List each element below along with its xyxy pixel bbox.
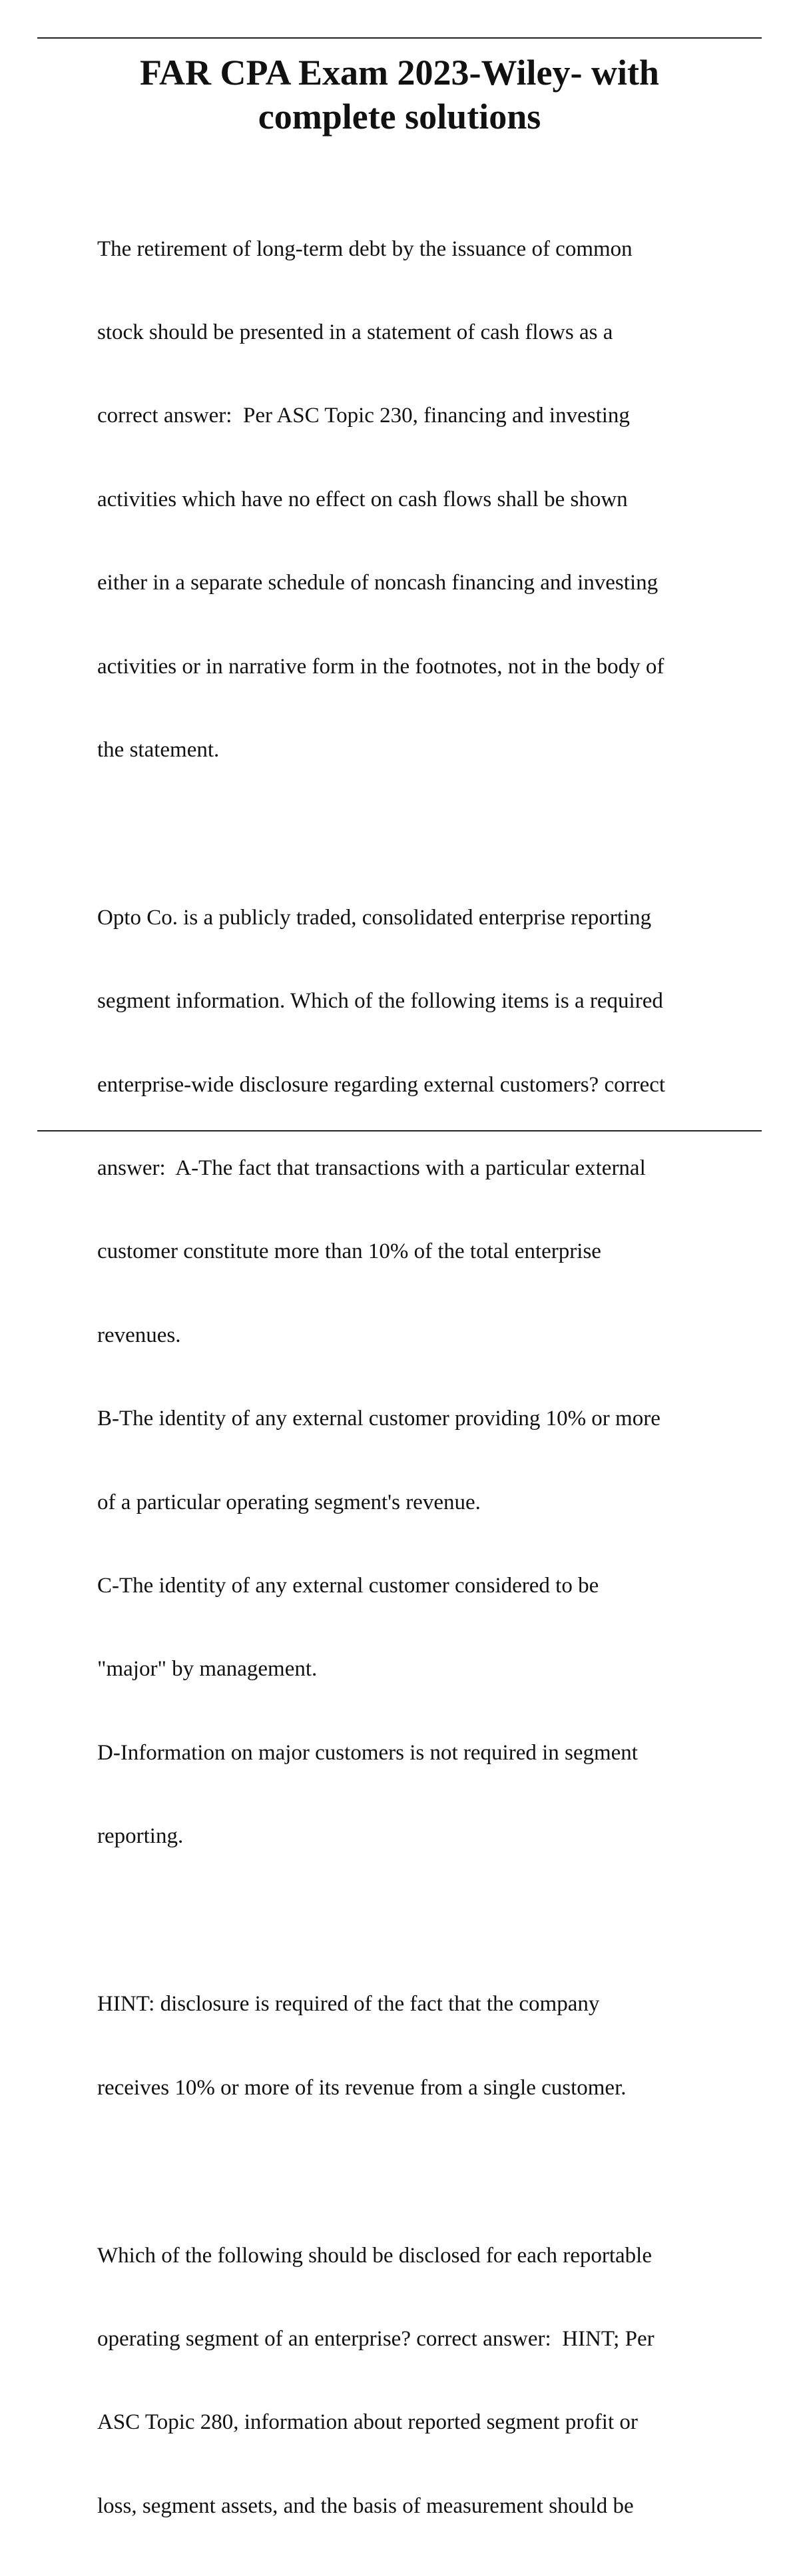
paragraph-reportable-segment [97,2186,763,2576]
text-line: loss, segment assets, and the basis of measurement should be [97,2493,634,2518]
title-line-2: complete solutions [258,97,541,137]
text-line: "major" by management. [97,1657,318,1682]
text-line: enterprise-wide disclosure regarding external customers? correct [97,1072,666,1097]
title-line-1: FAR CPA Exam 2023-Wiley- with [140,53,659,93]
text-line: activities or in narrative form in the footnotes, not in the body of [97,654,665,679]
option-b-line: B-The identity of any external customer providing 10% or more [97,1407,661,1431]
text-line: correct answer: Per ASC Topic 230, financing and investing [97,404,630,428]
text-line: The retirement of long-term debt by the issuance of common [97,236,633,261]
text-line: operating segment of an enterprise? correct answer: HINT; Per [97,2326,655,2351]
text-line: receives 10% or more of its revenue from a single customer. [97,2075,627,2100]
text-line: of a particular operating segment's revenue. [97,1490,481,1514]
paragraph-segment-disclosure [97,848,763,1906]
paragraph-hint [97,1935,763,2158]
text-line: Opto Co. is a publicly traded, consolidated enterprise reporting [97,905,652,930]
text-line: reporting. [97,1824,184,1849]
text-line: ASC Topic 280, information about reported segment profit or [97,2410,638,2435]
text-line: stock should be presented in a statement of cash flows as a [97,320,613,344]
text-line: segment information. Which of the following items is a required [97,989,663,1014]
text-line: HINT: disclosure is required of the fact that the company [97,1992,600,2017]
option-d-line: D-Information on major customers is not required in segment [97,1740,638,1765]
text-line: answer: A-The fact that transactions with a particular external [97,1156,646,1181]
text-line: either in a separate schedule of noncash financing and investing [97,571,659,595]
text-line: customer constitute more than 10% of the total enterprise [97,1239,601,1264]
header-rule [37,37,762,39]
document-body [97,180,763,2576]
text-line: revenues. [97,1323,181,1347]
option-c-line: C-The identity of any external customer considered to be [97,1574,599,1598]
text-line: the statement. [97,737,220,762]
text-line: Which of the following should be disclosed for each reportable [97,2243,652,2268]
footer-rule [37,1130,762,1131]
document-title [67,51,732,139]
paragraph-cash-flows [97,180,763,820]
text-line: activities which have no effect on cash flows shall be shown [97,487,628,511]
